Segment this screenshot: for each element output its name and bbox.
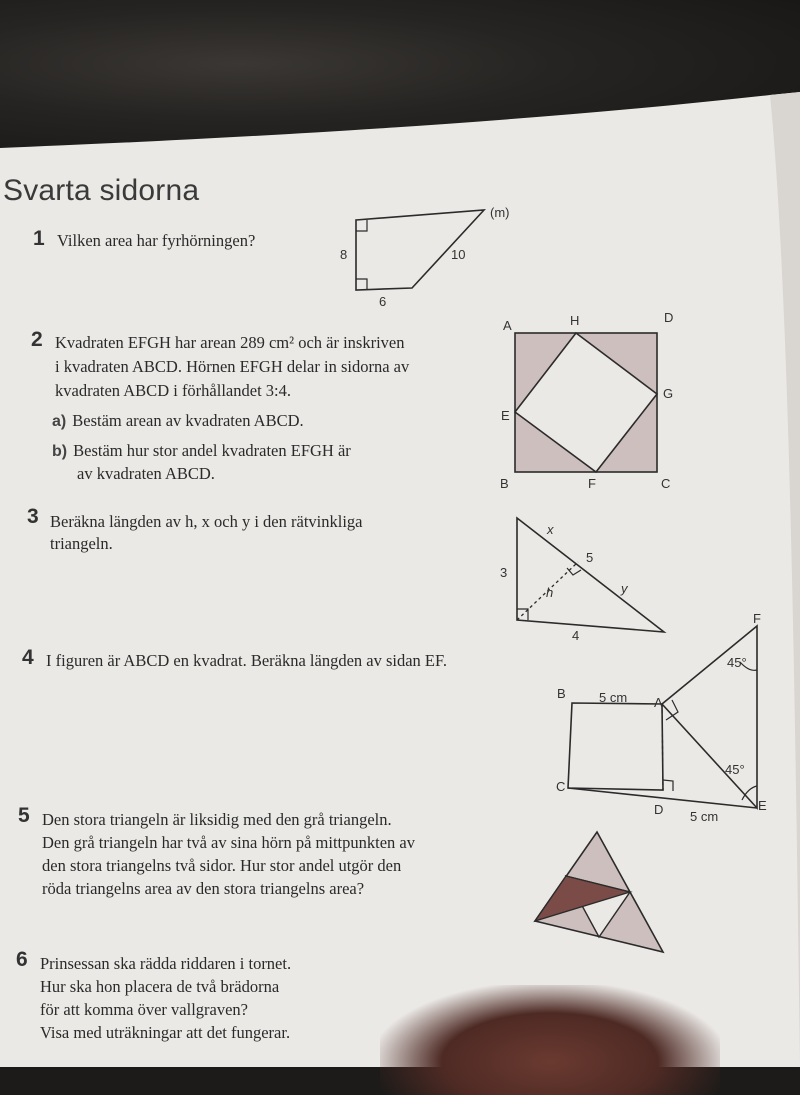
- fig4-label-f: F: [753, 611, 761, 626]
- problem-6-line-2: Hur ska hon placera de två brädorna: [40, 977, 280, 996]
- fig4-label-d: D: [654, 802, 664, 817]
- fig4-label-e: E: [758, 798, 767, 813]
- fig3-label-3: 3: [500, 565, 508, 580]
- problem-5-line-4: röda triangelns area av den stora triangelns area?: [42, 879, 365, 898]
- fig1-unit: (m): [490, 205, 510, 220]
- problem-1-number: 1: [33, 227, 45, 250]
- fig2-label-e: E: [501, 408, 510, 423]
- fig2-label-d: D: [664, 310, 674, 325]
- problem-3-number: 3: [27, 505, 39, 528]
- fig2-label-b: B: [500, 476, 509, 491]
- fig3-label-x: x: [547, 522, 554, 537]
- problem-4-text: I figuren är ABCD en kvadrat. Beräkna längden av sidan EF.: [46, 651, 447, 670]
- fig1-bottom: 6: [379, 294, 387, 309]
- fig4-label-b: B: [557, 686, 566, 701]
- problem-2-number: 2: [31, 328, 43, 351]
- problem-5-line-1: Den stora triangeln är liksidig med den grå triangeln.: [42, 810, 392, 829]
- fig4-top-length: 5 cm: [599, 690, 628, 705]
- problem-5-line-2: Den grå triangeln har två av sina hörn på mittpunkten av: [42, 833, 415, 852]
- problem-5-line-3: den stora triangelns två sidor. Hur stor andel utgör den: [42, 856, 402, 875]
- fig2-label-c: C: [661, 476, 671, 491]
- problem-2b-line-1: Bestäm hur stor andel kvadraten EFGH är: [73, 441, 351, 460]
- problem-3-line-1: Beräkna längden av h, x och y i den rätvinkliga: [50, 512, 363, 531]
- fig4-bottom-length: 5 cm: [690, 809, 719, 824]
- problem-6-line-1: Prinsessan ska rädda riddaren i tornet.: [40, 954, 292, 973]
- problem-5-number: 5: [18, 804, 30, 827]
- fig1-height: 8: [340, 247, 348, 262]
- problem-2-line-3: kvadraten ABCD i förhållandet 3:4.: [55, 381, 291, 400]
- fig3-label-5: 5: [586, 550, 594, 565]
- problem-6-number: 6: [16, 948, 28, 971]
- problem-2b-label: b): [52, 443, 68, 460]
- fig3-label-4: 4: [572, 628, 580, 643]
- fig3-label-h: h: [546, 585, 554, 600]
- page-title: Svarta sidorna: [3, 174, 200, 207]
- problem-3-line-2: triangeln.: [50, 534, 113, 553]
- problem-2a-text: Bestäm arean av kvadraten ABCD.: [72, 411, 304, 430]
- problem-2b: [52, 440, 351, 463]
- problem-2b-line-2: av kvadraten ABCD.: [77, 464, 215, 483]
- problem-2-line-2: i kvadraten ABCD. Hörnen EFGH delar in sidorna av: [55, 357, 410, 376]
- problem-6-line-3: för att komma över vallgraven?: [40, 1000, 248, 1019]
- figure-2: [515, 333, 657, 472]
- fig3-label-y: y: [621, 581, 628, 596]
- fig4-angle-top: 45°: [727, 655, 747, 670]
- fig4-angle-bottom: 45°: [725, 762, 745, 777]
- fig2-label-f: F: [588, 476, 596, 491]
- thumb-shadow: [380, 985, 720, 1095]
- fig4-label-c: C: [556, 779, 566, 794]
- problem-2a-label: a): [52, 413, 67, 430]
- problem-2-line-1: Kvadraten EFGH har arean 289 cm² och är inskriven: [55, 333, 405, 352]
- fig1-slant: 10: [451, 247, 466, 262]
- problem-4-number: 4: [22, 646, 34, 669]
- fig2-label-h: H: [570, 313, 580, 328]
- fig2-label-g: G: [663, 386, 674, 401]
- fig4-label-a: A: [654, 695, 663, 710]
- problem-2a: [52, 410, 304, 433]
- fig2-label-a: A: [503, 318, 512, 333]
- problem-1-text: Vilken area har fyrhörningen?: [57, 231, 256, 250]
- problem-6-line-4: Visa med uträkningar att det fungerar.: [40, 1023, 291, 1042]
